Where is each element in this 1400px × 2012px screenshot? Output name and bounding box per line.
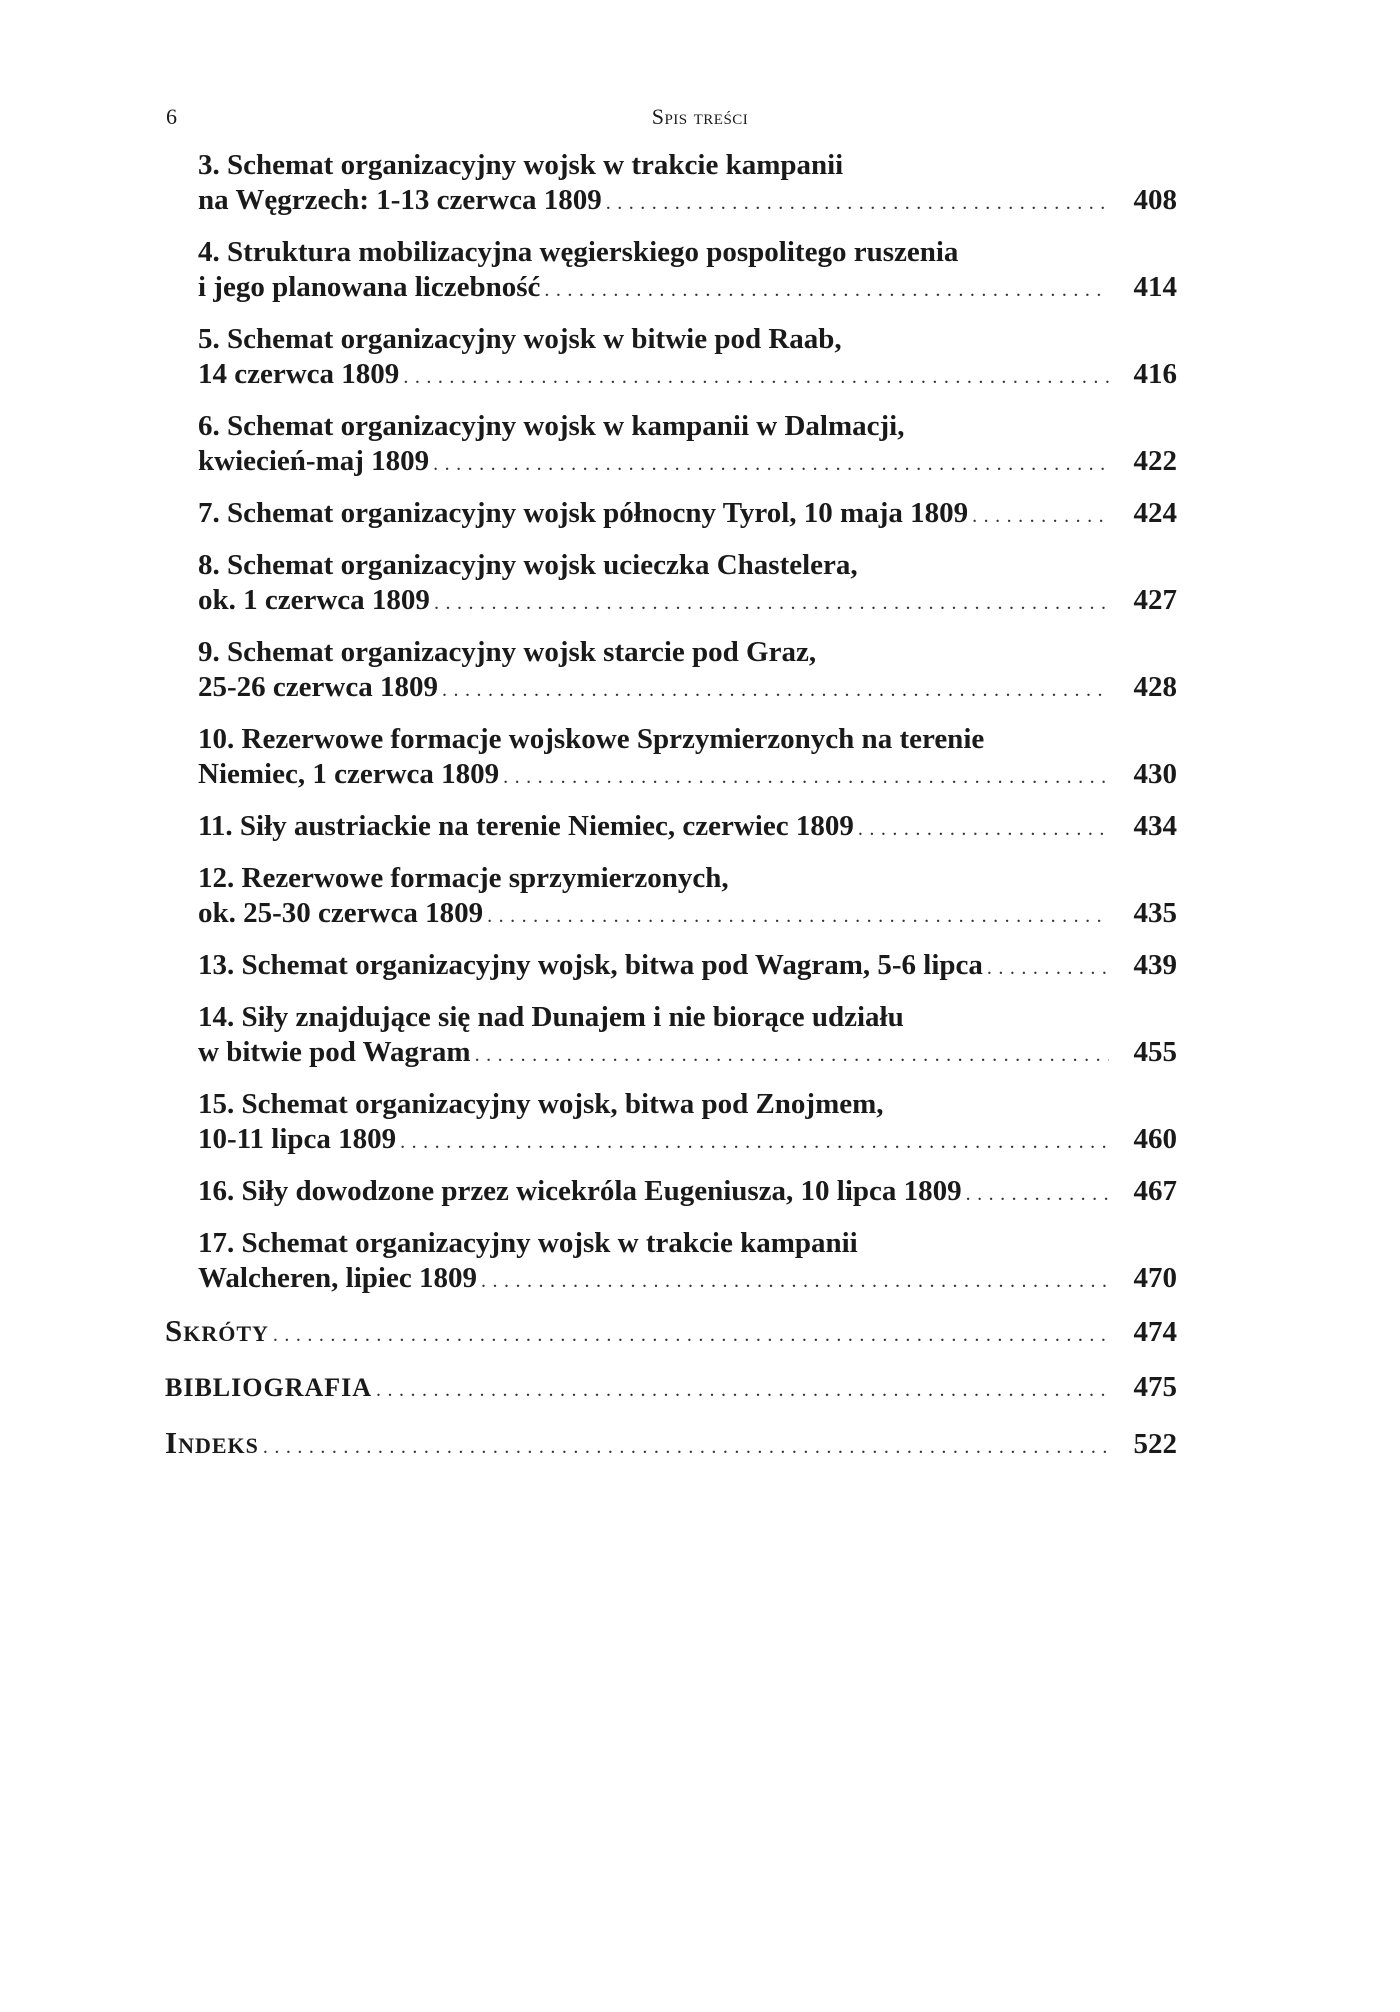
leader-dots: [263, 1430, 1109, 1465]
toc-entry[interactable]: [165, 1226, 1177, 1299]
toc-entry-title: Walcheren, lipiec 1809: [198, 1262, 477, 1294]
leader-dots: [475, 1038, 1109, 1073]
toc-entry-title: 13. Schemat organizacyjny wojsk, bitwa pod Wagram, 5-6 lipca: [198, 949, 983, 981]
leader-dots: [966, 1177, 1109, 1212]
toc-page-number: 427: [1133, 584, 1177, 616]
toc-page-number: 522: [1133, 1428, 1177, 1460]
leader-dots: [403, 360, 1109, 395]
toc-page-number: 408: [1133, 184, 1177, 216]
leader-dots: [544, 273, 1109, 308]
toc-page-number: 470: [1133, 1262, 1177, 1294]
leader-dots: [503, 760, 1109, 795]
toc-entry[interactable]: [165, 635, 1177, 708]
leader-dots: [487, 899, 1109, 934]
toc-entry-title: i jego planowana liczebność: [198, 271, 541, 303]
toc-entry[interactable]: [165, 409, 1177, 482]
leader-dots: [442, 673, 1109, 708]
toc-entry-title: ok. 1 czerwca 1809: [198, 584, 430, 616]
toc-entry-title-line: 17. Schemat organizacyjny wojsk w trakcie kampanii: [198, 1227, 858, 1259]
running-head: Spis treści: [651, 104, 749, 129]
toc-entry[interactable]: [165, 496, 1177, 534]
toc-page-number: 475: [1133, 1371, 1177, 1403]
toc-entry-title-line: 14. Siły znajdujące się nad Dunajem i nie biorące udziału: [198, 1001, 904, 1033]
toc-entry-title-line: 6. Schemat organizacyjny wojsk w kampanii w Dalmacji,: [198, 410, 905, 442]
toc-page-number: 430: [1133, 758, 1177, 790]
toc-section-title: Skróty: [165, 1313, 269, 1348]
toc-entry[interactable]: [165, 322, 1177, 395]
toc-entry-title-line: 9. Schemat organizacyjny wojsk starcie pod Graz,: [198, 636, 817, 668]
toc-entry-title-line: 4. Struktura mobilizacyjna węgierskiego pospolitego ruszenia: [198, 236, 959, 268]
toc-section-indeks[interactable]: [165, 1425, 1177, 1465]
toc-entry-title-line: 12. Rezerwowe formacje sprzymierzonych,: [198, 862, 729, 894]
toc-entry-title: kwiecień-maj 1809: [198, 445, 430, 477]
toc-entry[interactable]: [165, 1174, 1177, 1212]
toc-page-number: 434: [1133, 810, 1177, 842]
toc-entry-title: 10-11 lipca 1809: [198, 1123, 397, 1155]
toc-page-number: 474: [1133, 1316, 1177, 1348]
toc-entry-title: 7. Schemat organizacyjny wojsk północny Tyrol, 10 maja 1809: [198, 497, 969, 529]
toc-entry[interactable]: [165, 148, 1177, 221]
toc-entry-title-line: 8. Schemat organizacyjny wojsk ucieczka Chastelera,: [198, 549, 858, 581]
toc-entry-title: ok. 25-30 czerwca 1809: [198, 897, 484, 929]
toc-page-number: 435: [1133, 897, 1177, 929]
toc-entry[interactable]: [165, 861, 1177, 934]
leader-dots: [606, 186, 1109, 221]
leader-dots: [858, 812, 1109, 847]
toc-entry[interactable]: [165, 1000, 1177, 1073]
toc-page-number: 416: [1133, 358, 1177, 390]
toc-entry-title-line: 5. Schemat organizacyjny wojsk w bitwie pod Raab,: [198, 323, 842, 355]
toc-entry[interactable]: [165, 548, 1177, 621]
toc-entry[interactable]: [165, 235, 1177, 308]
table-of-contents: [165, 148, 1177, 1482]
toc-entry[interactable]: [165, 722, 1177, 795]
toc-entry-title-line: 3. Schemat organizacyjny wojsk w trakcie kampanii: [198, 149, 844, 181]
toc-entry-title: 14 czerwca 1809: [198, 358, 400, 390]
page-number: 6: [166, 104, 177, 129]
toc-section-skrty[interactable]: [165, 1313, 1177, 1353]
leader-dots: [433, 447, 1109, 482]
toc-section-bibliografia[interactable]: [165, 1370, 1177, 1408]
toc-page-number: 428: [1133, 671, 1177, 703]
toc-page-number: 414: [1133, 271, 1177, 303]
toc-page-number: 422: [1133, 445, 1177, 477]
toc-entry[interactable]: [165, 1087, 1177, 1160]
leader-dots: [273, 1318, 1109, 1353]
leader-dots: [400, 1125, 1109, 1160]
toc-page-number: 439: [1133, 949, 1177, 981]
toc-page-number: 424: [1133, 497, 1177, 529]
toc-entry-title: Niemiec, 1 czerwca 1809: [198, 758, 500, 790]
toc-page-number: 460: [1133, 1123, 1177, 1155]
toc-page-number: 455: [1133, 1036, 1177, 1068]
toc-entry-title-line: 10. Rezerwowe formacje wojskowe Sprzymierzonych na terenie: [198, 723, 985, 755]
toc-entry-title: 25-26 czerwca 1809: [198, 671, 438, 703]
toc-section-title: BIBLIOGRAFIA: [165, 1373, 373, 1402]
toc-entry-title-line: 15. Schemat organizacyjny wojsk, bitwa pod Znojmem,: [198, 1088, 884, 1120]
leader-dots: [481, 1264, 1109, 1299]
leader-dots: [972, 499, 1109, 534]
toc-entry-title: 11. Siły austriackie na terenie Niemiec, czerwiec 1809: [198, 810, 854, 842]
leader-dots: [376, 1373, 1109, 1408]
toc-section-title: Indeks: [165, 1425, 259, 1460]
toc-page-number: 467: [1133, 1175, 1177, 1207]
toc-entry[interactable]: [165, 809, 1177, 847]
leader-dots: [434, 586, 1109, 621]
toc-entry-title: na Węgrzech: 1-13 czerwca 1809: [198, 184, 602, 216]
toc-entry[interactable]: [165, 948, 1177, 986]
toc-entry-title: 16. Siły dowodzone przez wicekróla Eugeniusza, 10 lipca 1809: [198, 1175, 962, 1207]
toc-entry-title: w bitwie pod Wagram: [198, 1036, 471, 1068]
leader-dots: [987, 951, 1109, 986]
